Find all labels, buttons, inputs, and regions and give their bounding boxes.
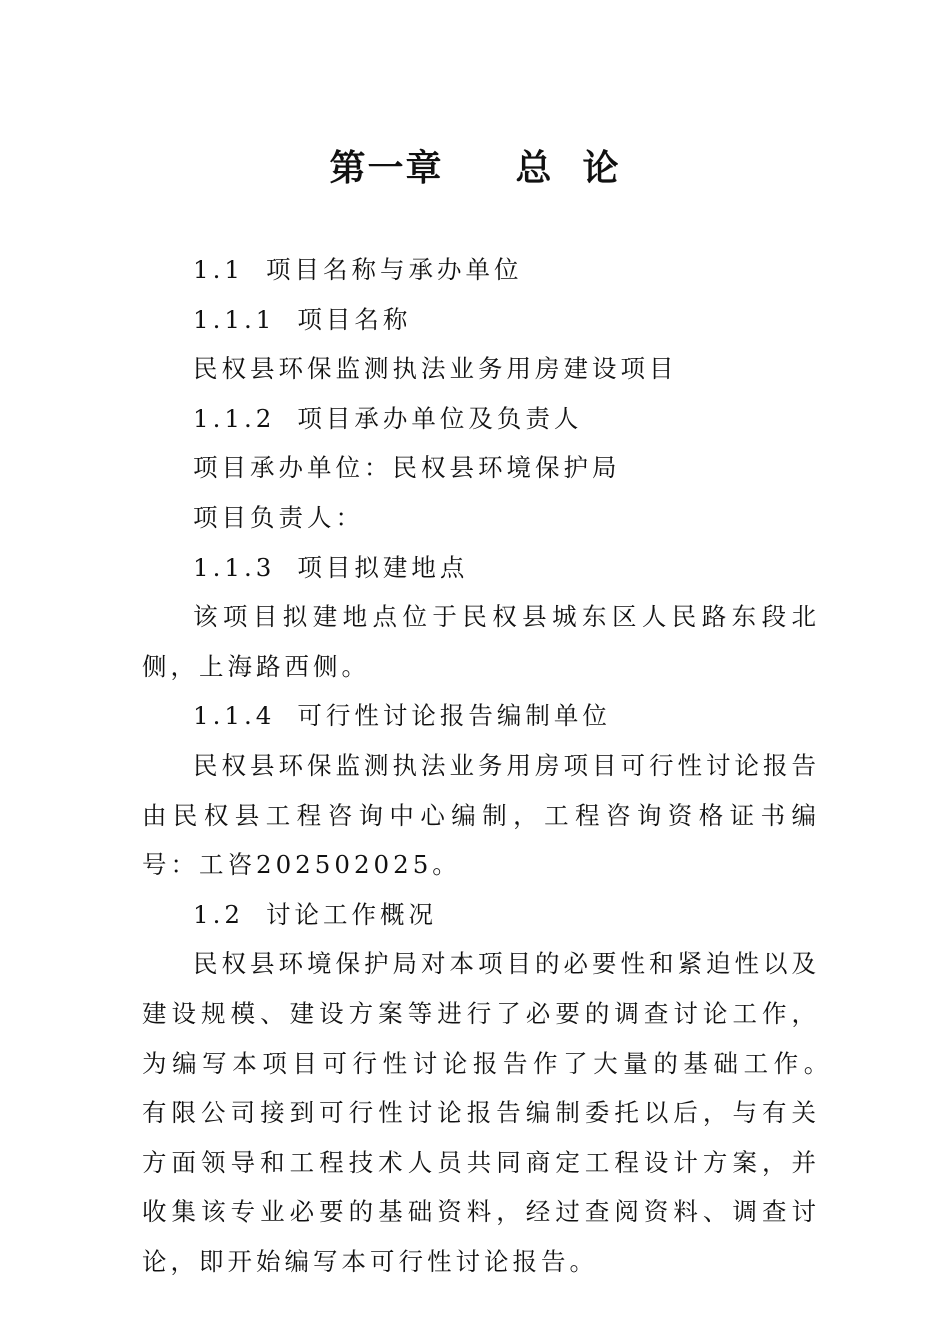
- chapter-title: [0, 144, 950, 194]
- section-heading-1-1-2: 1.1.2 项目承办单位及负责人: [193, 403, 583, 433]
- section-heading-1-2: 1.2 讨论工作概况: [193, 899, 437, 929]
- leader-text: 项目负责人：: [193, 502, 364, 532]
- project-name-text: 民权县环保监测执法业务用房建设项目: [193, 354, 678, 384]
- compiler-paragraph: 民权县环保监测执法业务用房项目可行性讨论报告由民权县工程咨询中心编制，工程咨询资格证书编号：工咨202502025。: [142, 750, 820, 880]
- section-heading-1-1-3: 1.1.3 项目拟建地点: [193, 552, 469, 582]
- host-unit-text: 项目承办单位：民权县环境保护局: [193, 453, 621, 483]
- section-heading-1-1-1: 1.1.1 项目名称: [193, 304, 412, 334]
- section-heading-1-1-4: 1.1.4 可行性讨论报告编制单位: [193, 701, 611, 731]
- section-heading-1-1: 1.1 项目名称与承办单位: [193, 255, 523, 284]
- site-paragraph: 该项目拟建地点位于民权县城东区人民路东段北侧，上海路西侧。: [142, 602, 820, 681]
- chapter-name: 总 论: [515, 148, 621, 189]
- overview-paragraph: 民权县环境保护局对本项目的必要性和紧迫性以及建设规模、建设方案等进行了必要的调查讨论工作，为编写本项目可行性讨论报告作了大量的基础工作。 有限公司接到可行性讨论报告编制委托以后，与有关方面领导和工程技术人员共同商定工程设计方案，并收集该专业必要的基础资料，经过查阅资料、调查讨论，即开始编写本可行性讨论报告。: [142, 949, 849, 1276]
- document-body: [142, 245, 849, 1286]
- chapter-number: 第一章: [329, 148, 444, 189]
